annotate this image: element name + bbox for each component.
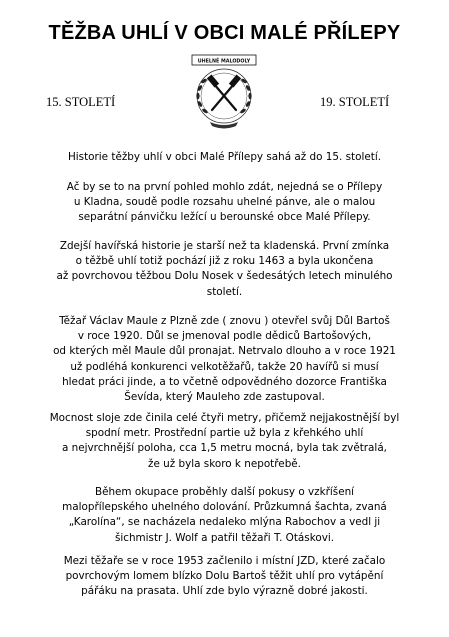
text-line: hledat práci jinde, a to včetně odpovědného dozorce Františka [62,375,387,388]
text-line: Těžař Václav Maule z Plzně zde ( znovu ) otevřel svůj Důl Bartoš [59,315,390,327]
text-line: Mocnost sloje zde činila celé čtyři metry, přičemž nejjakostnější byl [49,412,400,424]
paragraph-4 [24,314,425,405]
paragraph-2 [24,180,425,226]
text-line: od kterých měl Maule důl pronajat. Netrvalo dlouho a v roce 1921 [53,345,396,358]
text-line: století. [206,285,243,298]
text-line: o těžbě uhlí totiž pochází již z roku 1463 a byla ukončena [75,255,374,268]
text-line: v roce 1920. Důl se jmenoval podle dědiců Bartošových, [77,330,372,343]
text-line: Historie těžby uhlí v obci Malé Přílepy sahá až do 15. století. [67,151,382,163]
text-line: a nejvrchnější poloha, cca 1,5 metru mocná, byla tak zvětralá, [61,442,387,455]
mining-emblem-icon [186,52,262,132]
page-title: TĚŽBA UHLÍ V OBCI MALÉ PŘÍLEPY [48,22,401,44]
paragraph-7 [24,554,425,600]
text-line: že už byla skoro k nepotřebě. [148,457,301,470]
century-label-right: 19. STOLETÍ [320,95,390,109]
paragraph-6 [24,485,425,546]
text-line: Zdejší havířská historie je starší než ta kladenská. První zmínka [59,240,390,252]
text-line: šichmistr J. Wolf a patřil těžaři T. Otáskovi. [114,531,335,544]
century-label-left: 15. STOLETÍ [46,95,116,109]
text-line: u Kladna, soudě podle rozsahu uhelné pánve, ale o malou [73,196,376,209]
paragraph-5 [24,411,425,472]
text-line: Ač by se to na první pohled mohlo zdát, nejedná se o Přílepy [66,181,383,193]
text-line: povrchovým lomem blízko Dolu Bartoš těžit uhlí pro vytápění [65,570,384,583]
text-line: pářáku na prasata. Uhlí zde bylo výrazně dobré jakosti. [81,585,368,598]
text-line: separátní pánvičku ležící u berounské obce Malé Přílepy. [78,211,371,224]
emblem-banner-text: UHELNÉ MALODOLY [197,59,251,65]
text-line: spodní metr. Prostřední partie už byla z křehkého uhlí [85,427,364,440]
paragraph-3 [24,239,425,300]
text-line: Mezi těžaře se v roce 1953 začlenilo i místní JZD, které začalo [63,555,386,567]
text-line: až povrchovou těžbou Dolu Nosek v šedesátých letech minulého [56,270,393,283]
text-line: Ševída, který Mauleho zde zastupoval. [124,391,325,404]
paragraph-1 [24,150,425,165]
text-line: Během okupace proběhly další pokusy o vzkříšení [94,486,355,498]
text-line: malopřílepského uhelného dolování. Průzkumná šachta, zvaná [62,501,387,514]
text-line: „Karolína“, se nacházela nedaleko mlýna Rabochov a vedl ji [68,516,381,529]
text-line: už podléhá konkurenci velkotěžařů, takže 20 havířů si musí [70,360,379,373]
